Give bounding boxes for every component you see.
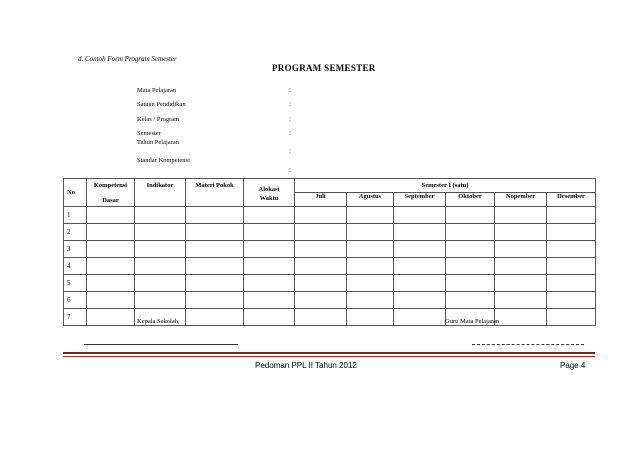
row-number: 1 xyxy=(64,207,87,224)
table-row xyxy=(64,207,596,224)
footer-rule-thin xyxy=(63,356,595,357)
signature-label-kepala-sekolah: Kepala Sekolah, xyxy=(137,318,180,325)
row-number: 3 xyxy=(64,241,87,258)
table-row xyxy=(64,292,596,309)
col-header-month-agustus: Agustus xyxy=(347,193,394,207)
row-number: 5 xyxy=(64,275,87,292)
col-header-materi-pokok: Materi Pokok xyxy=(186,179,244,207)
field-label-tahun-pelajaran: Tahun Pelajaran xyxy=(137,139,179,146)
field-label-mata-pelajaran: Mata Pelajaran xyxy=(137,87,177,94)
field-colon: : xyxy=(289,147,291,155)
field-colon: : xyxy=(289,115,291,123)
col-header-month-oktober: Oktober xyxy=(446,193,495,207)
form-caption: d. Contoh Form Program Semester xyxy=(78,55,177,63)
col-header-month-juli: Juli xyxy=(295,193,347,207)
col-header-month-nopember: Nopember xyxy=(495,193,547,207)
col-header-month-desember: Desember xyxy=(547,193,596,207)
field-colon: : xyxy=(289,86,291,94)
row-number: 7 xyxy=(64,309,87,326)
table-row xyxy=(64,224,596,241)
signature-label-guru: Guru Mata Pelajaran xyxy=(445,318,500,325)
signature-line-right xyxy=(472,344,584,345)
row-number: 4 xyxy=(64,258,87,275)
field-label-standar-kompetensi: Standar Kompetensi xyxy=(137,157,190,164)
footer-rule-thick xyxy=(63,352,595,354)
field-colon: : xyxy=(289,166,291,174)
col-header-kompetensi-line: Kompetensi xyxy=(93,182,128,189)
col-header-kompetensi-dasar xyxy=(87,179,135,207)
field-colon: : xyxy=(289,129,291,137)
page-number: Page 4 xyxy=(560,361,586,370)
col-header-month-september: September xyxy=(394,193,446,207)
program-semester-table xyxy=(63,178,596,326)
page-title: PROGRAM SEMESTER xyxy=(272,63,376,73)
col-header-no: No xyxy=(64,179,87,207)
table-row xyxy=(64,241,596,258)
table-row xyxy=(64,275,596,292)
field-colon: : xyxy=(289,100,291,108)
field-label-semester: Semester xyxy=(137,130,161,137)
col-header-dasar-line: Dasar xyxy=(102,197,119,204)
row-number: 2 xyxy=(64,224,87,241)
field-label-kelas-program: Kelas / Program xyxy=(137,116,180,123)
row-number: 6 xyxy=(64,292,87,309)
col-header-indikator: Indikator xyxy=(135,179,186,207)
footer-title: Pedoman PPL II Tahun 2012 xyxy=(255,361,357,370)
table-row xyxy=(64,258,596,275)
col-header-semester: Semester I (satu) xyxy=(295,179,596,193)
col-header-alokasi-waktu: Alokasi Waktu xyxy=(244,179,295,207)
field-label-satuan-pendidikan: Satuan Pendidikan xyxy=(137,101,186,108)
signature-line-left xyxy=(84,344,238,345)
